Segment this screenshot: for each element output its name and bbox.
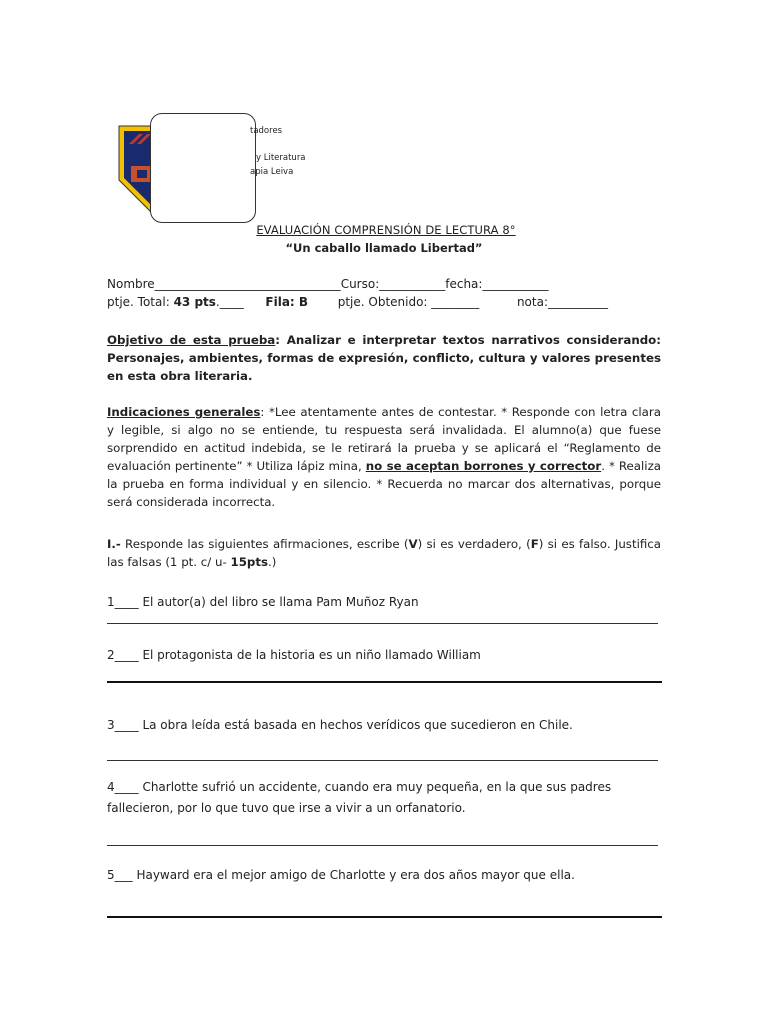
book-title: “Un caballo llamado Libertad” [285,241,483,255]
ptje-total-value: 43 pts [173,295,216,309]
section-1-text-c: ) si es falso. Justifica las falsas (1 pt. c/ u- [107,537,661,569]
curso-field[interactable]: Curso:___________ [340,277,446,291]
subject-header-line: y Literatura [256,153,306,163]
question-5[interactable]: 5___ Hayward era el mejor amigo de Charlotte y era dos años mayor que ella. [107,868,575,882]
indicaciones-paragraph [107,403,661,511]
true-letter: V [408,537,418,551]
question-2[interactable]: 2____ El protagonista de la historia es un niño llamado William [107,648,481,662]
question-1[interactable]: 1____ El autor(a) del libro se llama Pam Muñoz Ryan [107,595,419,609]
section-1-text-a: Responde las siguientes afirmaciones, escribe ( [120,537,409,551]
indicaciones-label: Indicaciones generales [107,405,261,419]
teacher-header-line: apia Leiva [250,167,294,177]
section-1-number: I.- [107,537,121,551]
answer-line-4[interactable] [107,845,658,846]
ptje-total-label: ptje. Total: [107,295,174,309]
school-header-line: tadores [250,126,283,136]
indicaciones-emphasis: no se aceptan borrones y corrector [365,459,602,473]
fecha-field[interactable]: fecha:___________ [445,277,549,291]
nombre-field[interactable]: Nombre_______________________________ [107,277,341,291]
student-info-row [107,277,548,291]
question-4[interactable]: 4____ Charlotte sufrió un accidente, cuando era muy pequeña, en la que sus padres [107,780,612,794]
answer-line-5[interactable] [107,916,662,918]
objetivo-paragraph [107,331,661,385]
obtenido-field[interactable]: ptje. Obtenido: ________ [337,295,480,309]
answer-line-2[interactable] [107,681,662,683]
objetivo-label: Objetivo de esta prueba [107,333,276,347]
photo-placeholder-box [150,113,256,223]
question-4-continued: fallecieron, por lo que tuvo que irse a vivir a un orfanatorio. [107,801,466,815]
question-3[interactable]: 3____ La obra leída está basada en hechos verídicos que sucedieron en Chile. [107,718,573,732]
indicaciones-text-a: : *Lee atentamente antes de contestar. * Responde con letra clara y legible, si algo no se entiende, tu respuesta será invalidada. El alumno(a) que fuese sorprendido en actitud indebida, se le retirará la prueba y se aplicará el “Reglamento de evaluación pertinente” * Utiliza lápiz mina, [107,405,661,473]
answer-line-3[interactable] [107,760,658,761]
section-1-points: 15pts [230,555,269,569]
false-letter: F [530,537,539,551]
exam-title: EVALUACIÓN COMPRENSIÓN DE LECTURA 8° [256,223,516,237]
nota-field[interactable]: nota:__________ [516,295,609,309]
section-1-instructions [107,535,661,571]
objetivo-text: : Analizar e interpretar textos narrativos considerando: Personajes, ambientes, formas de expresión, conflicto, cultura y valores presentes en esta obra literaria. [107,333,661,383]
section-1-text-b: ) si es verdadero, ( [417,537,531,551]
section-1-text-d: .) [268,555,277,569]
answer-line-1[interactable] [107,623,658,624]
indicaciones-text-b: . * Realiza la prueba en forma individual y en silencio. * Recuerda no marcar dos alternativas, porque será considerada incorrecta. [107,459,661,509]
ptje-total-blank[interactable]: .____ [215,295,244,309]
score-info-row [107,295,608,309]
fila-label: Fila: B [265,295,309,309]
